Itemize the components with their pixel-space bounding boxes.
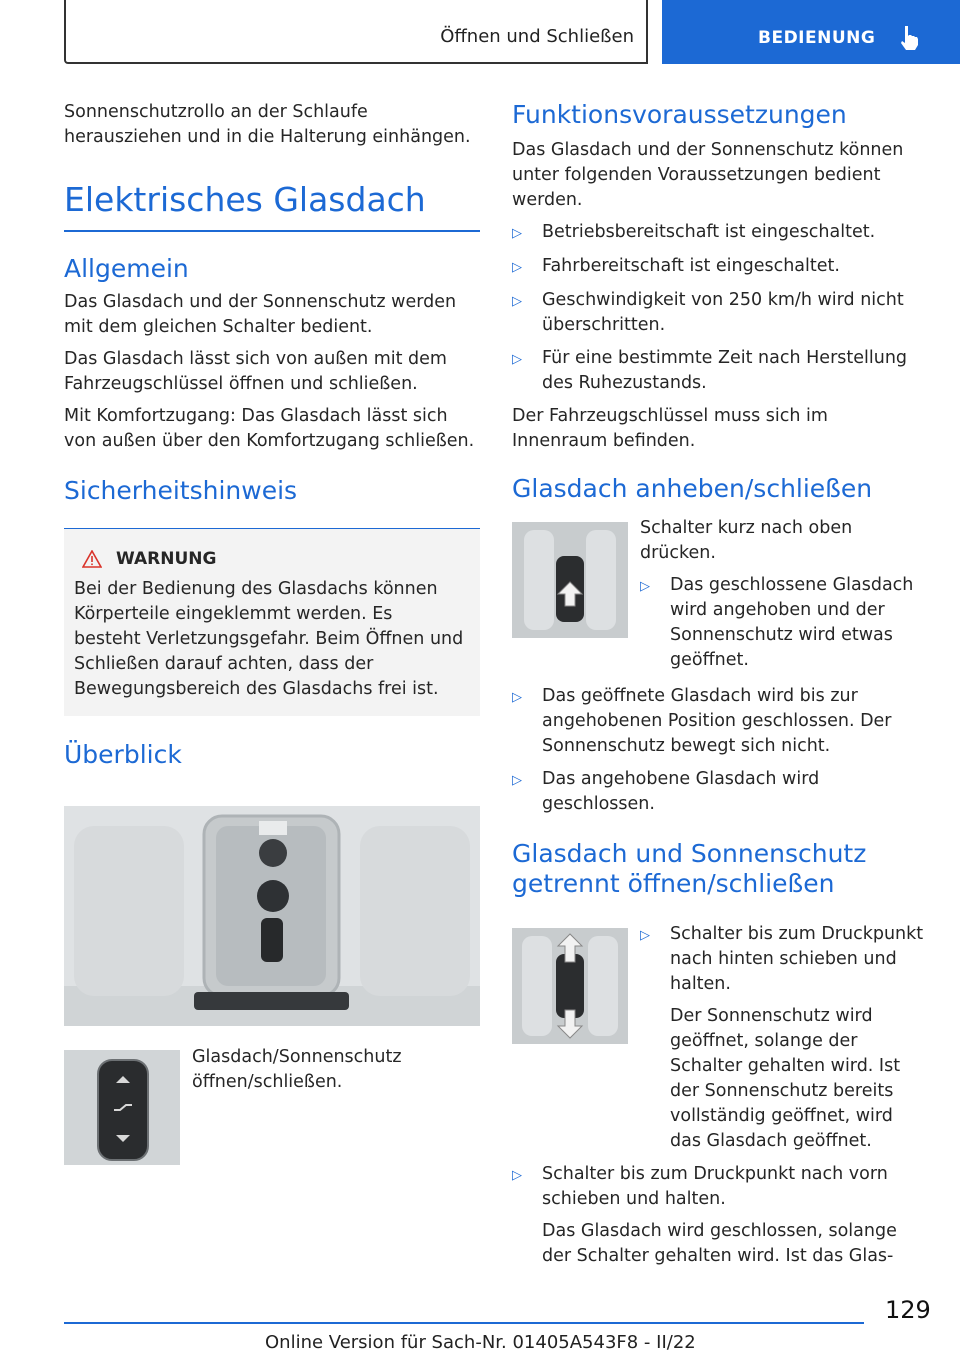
switch-push-up-drawing xyxy=(512,522,628,638)
warning-label: WARNUNG xyxy=(116,549,217,569)
switch-push-up-image xyxy=(512,522,628,638)
separate-heading: Glasdach und Sonnenschutz getrennt öffnen/schließen xyxy=(512,839,867,898)
roof-console-image xyxy=(64,806,480,1026)
list-item: ▷ Betriebsbereitschaft ist eingeschaltet. xyxy=(512,220,928,246)
roof-switch-image xyxy=(64,1050,180,1165)
triangle-bullet-icon: ▷ xyxy=(512,260,522,275)
overview-heading: Überblick xyxy=(64,740,182,769)
list-item: ▷ Das geöffnete Glasdach wird bis zur angehobenen Position geschlossen. Der Sonnenschutz bewegt sich nicht. xyxy=(512,684,928,759)
switch-slide-drawing xyxy=(512,928,628,1044)
separate-item-1: Schalter bis zum Druckpunkt nach hinten schieben und halten. xyxy=(670,924,924,994)
warning-header xyxy=(82,549,470,569)
list-item: ▷ Geschwindigkeit von 250 km/h wird nicht überschritten. xyxy=(512,288,928,338)
chapter-tab[interactable] xyxy=(662,0,960,64)
roof-switch-drawing xyxy=(64,1050,180,1165)
warning-triangle-icon xyxy=(82,550,102,568)
warning-text: Bei der Bedienung des Glasdachs können Körperteile eingeklemmt werden. Es besteht Verletzungsgefahr. Beim Öffnen und Schließen darauf achten, dass der Bewegungsbereich des Glasdachs frei ist. xyxy=(74,579,464,699)
allgemein-paragraph-2: Das Glasdach lässt sich von außen mit dem Fahrzeugschlüssel öffnen und schließen. xyxy=(64,348,447,394)
triangle-bullet-icon: ▷ xyxy=(512,226,522,241)
right-column xyxy=(512,100,928,504)
chapter-label: BEDIENUNG xyxy=(758,28,876,48)
footer-rule xyxy=(64,1322,864,1324)
left-column xyxy=(64,100,480,770)
triangle-bullet-icon: ▷ xyxy=(512,294,522,309)
switch-caption-block xyxy=(192,1045,482,1102)
triangle-bullet-icon: ▷ xyxy=(512,1168,522,1183)
intro-text: Sonnenschutzrollo an der Schlaufe herausziehen und in die Halterung einhängen. xyxy=(64,102,471,147)
roof-console-drawing xyxy=(64,806,480,1026)
lift-heading: Glasdach anheben/schließen xyxy=(512,474,873,503)
lift-text-block xyxy=(640,516,928,681)
triangle-bullet-icon: ▷ xyxy=(512,773,522,788)
page-number: 129 xyxy=(885,1296,931,1324)
warning-box xyxy=(64,529,480,716)
safety-heading: Sicherheitshinweis xyxy=(64,475,298,505)
func-heading: Funktionsvoraussetzungen xyxy=(512,100,847,129)
separate-item-2-detail: Das Glasdach wird geschlossen, solange der Schalter gehalten wird. Ist das Glas- xyxy=(542,1221,897,1266)
triangle-bullet-icon: ▷ xyxy=(640,928,650,943)
triangle-bullet-icon: ▷ xyxy=(640,579,650,594)
lift-intro: Schalter kurz nach oben drücken. xyxy=(640,518,853,563)
online-version-text: Online Version für Sach-Nr. 01405A543F8 - II/22 xyxy=(265,1332,696,1353)
func-note: Der Fahrzeugschlüssel muss sich im Innenraum befinden. xyxy=(512,406,828,451)
separate-item-2: Schalter bis zum Druckpunkt nach vorn schieben und halten. xyxy=(542,1164,888,1209)
switch-caption: Glasdach/Sonnenschutz öffnen/schließen. xyxy=(192,1047,402,1092)
main-heading: Elektrisches Glasdach xyxy=(64,180,426,219)
triangle-bullet-icon: ▷ xyxy=(512,690,522,705)
separate-list-block xyxy=(512,1162,928,1277)
lift-list-block xyxy=(512,684,928,899)
separate-item-1-detail: Der Sonnenschutz wird geöffnet, solange der Schalter gehalten wird. Ist der Sonnenschutz bereits vollständig geöffnet, wird das Glasdach geöffnet. xyxy=(670,1006,901,1151)
triangle-bullet-icon: ▷ xyxy=(512,352,522,367)
list-item xyxy=(640,922,928,1154)
list-item: ▷ Fahrbereitschaft ist eingeschaltet. xyxy=(512,254,928,280)
header-section-box xyxy=(64,0,648,64)
allgemein-paragraph-3: Mit Komfortzugang: Das Glasdach lässt sich von außen über den Komfortzugang schließen. xyxy=(64,405,475,451)
list-item: ▷ Das geschlossene Glasdach wird angehoben und der Sonnenschutz wird etwas geöffnet. xyxy=(640,573,928,673)
list-item xyxy=(512,1162,928,1269)
list-item: ▷ Für eine bestimmte Zeit nach Herstellung des Ruhezustands. xyxy=(512,346,928,396)
separate-text-block xyxy=(640,922,928,1162)
func-intro: Das Glasdach und der Sonnenschutz können unter folgenden Voraussetzungen bedient werden. xyxy=(512,140,904,210)
list-item: ▷ Das angehobene Glasdach wird geschlossen. xyxy=(512,767,928,817)
hand-pointer-icon xyxy=(898,24,920,50)
allgemein-heading: Allgemein xyxy=(64,253,189,283)
section-title: Öffnen und Schließen xyxy=(440,26,634,47)
heading-rule xyxy=(64,230,480,232)
allgemein-paragraph-1: Das Glasdach und der Sonnenschutz werden mit dem gleichen Schalter bedient. xyxy=(64,291,457,337)
switch-slide-image xyxy=(512,928,628,1044)
